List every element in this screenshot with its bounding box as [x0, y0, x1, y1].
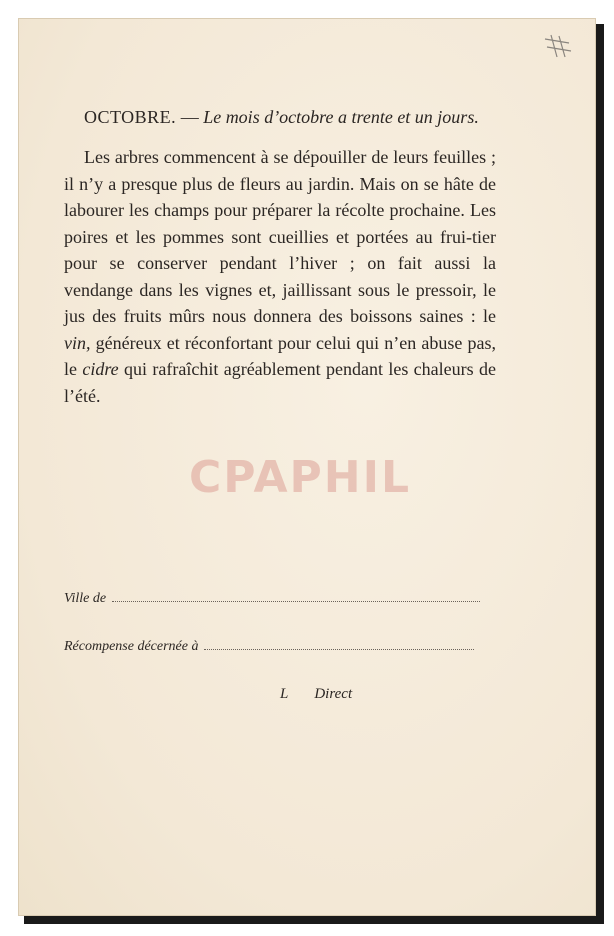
recompense-label: Récompense décernée à: [64, 639, 199, 654]
recompense-dotted-line: [204, 638, 474, 650]
signature: [280, 686, 352, 703]
body-part-1: Les arbres commencent à se dépouiller de leurs feuilles ; il n’y a presque plus de fleurs au jardin. Mais on se hâte de labourer les champs pour préparer la récolte prochaine. Les poires et les pommes sont cueillies et portées au frui-tier pour se conserver pendant l’hiver ; on fait aussi la vendange dans les vignes et, jaillissant sous le pressoir, le jus des fruits mûrs nous donnera des boissons saines : le: [64, 147, 496, 326]
word-cidre: cidre: [82, 359, 119, 379]
pencil-mark-icon: [543, 33, 573, 59]
signature-initial: L: [280, 686, 289, 702]
ville-dotted-line: [112, 590, 480, 602]
ville-label: Ville de: [64, 591, 107, 606]
dash: —: [180, 107, 199, 127]
watermark: CPAPHIL: [188, 452, 412, 503]
body-paragraph: [64, 144, 496, 409]
month-title: OCTOBRE.: [84, 107, 177, 127]
ville-field: [64, 590, 480, 607]
body-part-3: qui rafraîchit agréablement pendant les chaleurs de l’été.: [64, 359, 496, 406]
recompense-field: [64, 638, 474, 655]
signature-title: Direct: [314, 686, 353, 702]
word-vin: vin,: [64, 332, 91, 353]
month-heading: [64, 104, 496, 130]
month-subtitle: Le mois d’octobre a trente et un jours.: [203, 107, 479, 127]
body-part-2: généreux et réconfortant pour celui qui n’en abuse pas, le: [64, 332, 497, 379]
text-block: [64, 104, 496, 409]
